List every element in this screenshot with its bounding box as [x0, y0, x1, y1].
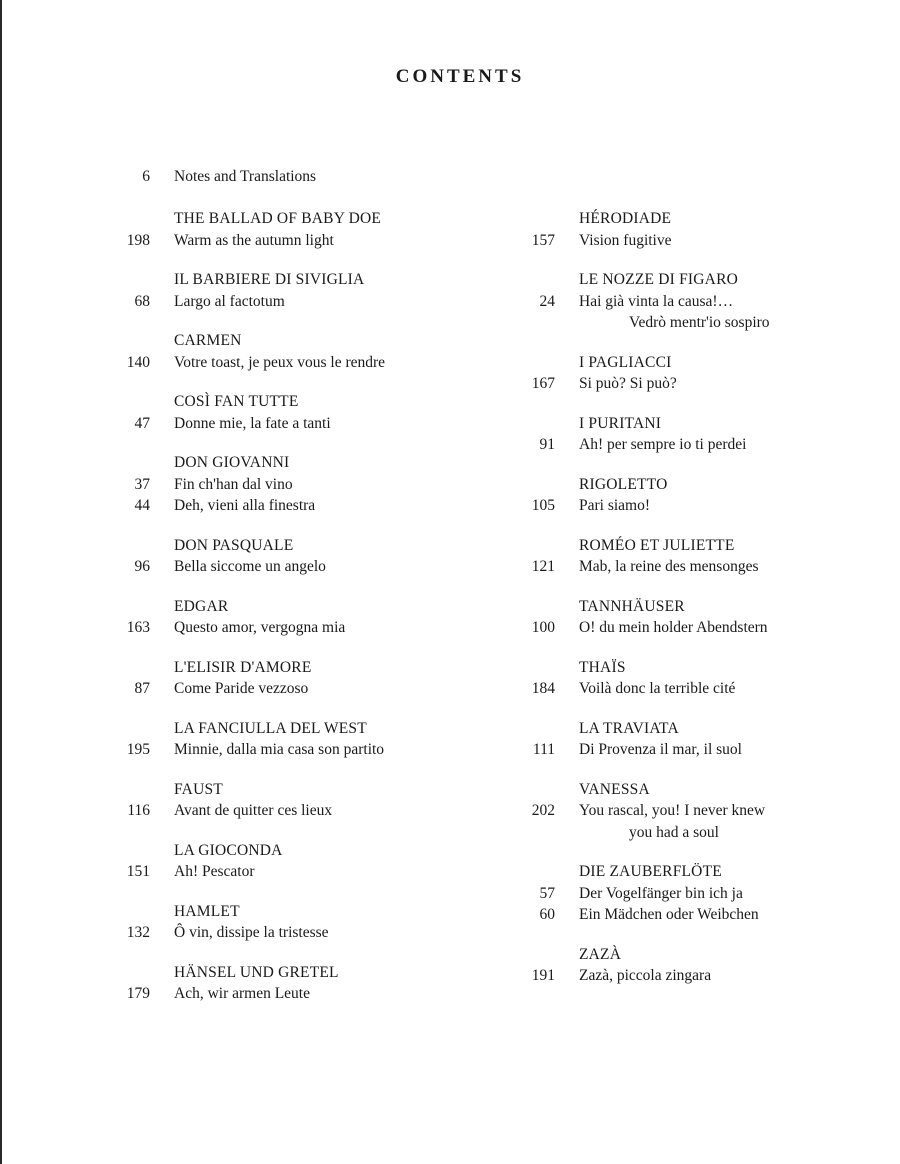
aria-title: Warm as the autumn light [174, 231, 334, 249]
opera-heading-row [495, 596, 770, 618]
opera-heading-row [90, 535, 385, 557]
opera-title: THE BALLAD OF BABY DOE [174, 210, 382, 227]
aria-title: You rascal, you! I never knew [579, 802, 766, 819]
spacer [90, 330, 174, 352]
page-edge [0, 0, 2, 1164]
aria-title: Bella siccome un angelo [174, 558, 326, 575]
opera-section [90, 535, 385, 578]
opera-heading-row [495, 779, 770, 801]
page-number: 151 [126, 863, 150, 880]
opera-section [90, 779, 385, 822]
page-number: 121 [531, 558, 555, 575]
spacer [495, 657, 579, 679]
opera-heading-row [90, 391, 385, 413]
opera-section [495, 352, 770, 395]
page-number: 167 [531, 375, 555, 392]
spacer [90, 535, 174, 557]
spacer [495, 861, 579, 883]
aria-title: Votre toast, je peux vous le rendre [174, 353, 386, 371]
aria-title: Fin ch'han dal vino [174, 475, 293, 493]
spacer [90, 596, 174, 618]
page-number: 198 [126, 231, 150, 249]
page-number: 179 [126, 985, 150, 1002]
aria-title: Questo amor, vergogna mia [174, 619, 346, 636]
opera-section [90, 657, 385, 700]
opera-heading-row [90, 840, 385, 862]
opera-section [90, 718, 385, 761]
entry-title: Notes and Translations [174, 168, 317, 185]
opera-title: I PAGLIACCI [579, 353, 672, 371]
opera-title: LA TRAVIATA [579, 719, 679, 737]
page-number: 60 [539, 906, 555, 923]
opera-title: I PURITANI [579, 414, 662, 432]
aria-title: Come Paride vezzoso [174, 680, 309, 697]
aria-title: Avant de quitter ces lieux [174, 802, 333, 819]
opera-heading-row [495, 944, 770, 966]
aria-title-continuation-row [495, 312, 770, 334]
page-number: 24 [539, 292, 555, 310]
opera-section [90, 962, 385, 1005]
page-number: 6 [142, 168, 150, 185]
opera-heading-row [495, 269, 770, 291]
opera-section [90, 391, 385, 434]
contents-right-column [495, 208, 770, 1005]
aria-title: Largo al factotum [174, 292, 285, 310]
opera-section [495, 944, 770, 987]
opera-title: L'ELISIR D'AMORE [174, 658, 312, 676]
opera-title: ROMÉO ET JULIETTE [579, 536, 735, 554]
aria-entry[interactable] [495, 373, 770, 395]
page-number: 202 [531, 802, 555, 819]
page-number: 140 [126, 353, 150, 371]
spacer [90, 962, 174, 984]
spacer [90, 840, 174, 862]
aria-entry[interactable] [90, 495, 385, 517]
aria-title: Pari siamo! [579, 497, 651, 514]
opera-section [90, 452, 385, 517]
aria-title-continuation: you had a soul [629, 823, 719, 841]
spacer [495, 352, 579, 374]
opera-title: LA GIOCONDA [174, 841, 283, 859]
opera-heading-row [90, 657, 385, 679]
aria-title-continuation: Vedrò mentr'io sospiro [629, 314, 770, 331]
aria-title: Vision fugitive [579, 231, 672, 249]
aria-entry[interactable] [495, 904, 770, 926]
opera-heading-row [90, 718, 385, 740]
page-number: 96 [134, 558, 150, 575]
aria-title: Deh, vieni alla finestra [174, 497, 316, 514]
spacer [495, 779, 579, 801]
opera-heading-row [90, 452, 385, 474]
opera-section [90, 840, 385, 883]
page-number: 132 [126, 924, 150, 941]
opera-heading-row [495, 208, 770, 230]
spacer [90, 452, 174, 474]
spacer [90, 208, 174, 230]
opera-section [495, 535, 770, 578]
opera-title: VANESSA [579, 780, 650, 798]
aria-title: Mab, la reine des mensonges [579, 558, 759, 575]
aria-title: Voilà donc la terrible cité [579, 680, 736, 697]
opera-title: COSÌ FAN TUTTE [174, 393, 299, 410]
aria-entry[interactable] [90, 230, 385, 252]
aria-title: Ô vin, dissipe la tristesse [174, 924, 329, 941]
aria-title: O! du mein holder Abendstern [579, 619, 768, 636]
aria-title: Ach, wir armen Leute [174, 985, 310, 1002]
aria-title: Donne mie, la fate a tanti [174, 414, 331, 432]
page-number: 111 [532, 741, 555, 758]
aria-entry[interactable] [495, 739, 770, 761]
aria-entry[interactable] [495, 495, 770, 517]
aria-entry[interactable] [495, 230, 770, 252]
opera-section [495, 861, 770, 926]
contents-left-column [90, 208, 385, 1023]
aria-entry[interactable] [90, 413, 385, 435]
opera-heading-row [495, 657, 770, 679]
opera-section [495, 269, 770, 334]
spacer [495, 535, 579, 557]
page-number: 68 [134, 292, 150, 310]
page-number: 100 [531, 619, 555, 636]
opera-section [90, 901, 385, 944]
opera-heading-row [495, 413, 770, 435]
page-number: 91 [539, 436, 555, 453]
opera-heading-row [90, 901, 385, 923]
opera-section [495, 474, 770, 517]
opera-title: HAMLET [174, 902, 240, 920]
aria-entry[interactable] [495, 434, 770, 456]
opera-heading-row [90, 779, 385, 801]
aria-entry[interactable] [90, 617, 385, 639]
aria-entry[interactable] [495, 291, 770, 313]
opera-title: HÉRODIADE [579, 210, 672, 227]
page-number: 105 [531, 497, 555, 514]
page-number: 116 [127, 802, 150, 819]
opera-title: LA FANCIULLA DEL WEST [174, 719, 367, 737]
page-number: 163 [126, 619, 150, 636]
aria-entry[interactable] [90, 739, 385, 761]
opera-heading-row [90, 596, 385, 618]
aria-entry[interactable] [495, 617, 770, 639]
opera-heading-row [495, 535, 770, 557]
spacer [495, 269, 579, 291]
page-number: 191 [531, 967, 555, 984]
spacer [495, 822, 579, 844]
opera-heading-row [495, 718, 770, 740]
opera-heading-row [495, 861, 770, 883]
spacer [90, 718, 174, 740]
opera-section [495, 208, 770, 251]
spacer [90, 269, 174, 291]
aria-entry[interactable] [90, 291, 385, 313]
page-number: 44 [134, 497, 150, 514]
opera-section [90, 208, 385, 251]
opera-heading-row [495, 474, 770, 496]
aria-entry[interactable] [90, 983, 385, 1005]
spacer [90, 391, 174, 413]
page-number: 87 [134, 680, 150, 697]
aria-title: Der Vogelfänger bin ich ja [579, 884, 743, 902]
spacer [90, 901, 174, 923]
opera-heading-row [90, 330, 385, 352]
spacer [495, 413, 579, 435]
aria-title: Ah! Pescator [174, 863, 255, 880]
opera-title: TANNHÄUSER [579, 597, 685, 615]
opera-section [90, 269, 385, 312]
aria-entry[interactable] [495, 678, 770, 700]
aria-title: Zazà, piccola zingara [579, 967, 712, 984]
opera-title: THAÏS [579, 658, 626, 676]
aria-entry[interactable] [90, 556, 385, 578]
aria-title: Minnie, dalla mia casa son partito [174, 741, 385, 758]
opera-title: CARMEN [174, 332, 242, 349]
opera-title: ZAZÀ [579, 945, 622, 963]
opera-title: IL BARBIERE DI SIVIGLIA [174, 271, 365, 288]
spacer [495, 312, 579, 334]
opera-heading-row [495, 352, 770, 374]
opera-section [495, 657, 770, 700]
opera-title: FAUST [174, 780, 223, 798]
aria-entry[interactable] [495, 556, 770, 578]
opera-title: DON GIOVANNI [174, 454, 290, 471]
aria-entry[interactable] [495, 883, 770, 905]
aria-entry[interactable] [495, 965, 770, 987]
page-number: 184 [531, 680, 555, 697]
opera-title: DON PASQUALE [174, 536, 294, 554]
aria-title-continuation-row [495, 822, 770, 844]
spacer [495, 596, 579, 618]
page-number: 47 [134, 414, 150, 432]
aria-entry[interactable] [495, 800, 770, 822]
page-number: 195 [126, 741, 150, 758]
opera-section [495, 596, 770, 639]
spacer [495, 944, 579, 966]
aria-title: Ah! per sempre io ti perdei [579, 436, 747, 453]
spacer [90, 779, 174, 801]
opera-heading-row [90, 208, 385, 230]
spacer [90, 657, 174, 679]
opera-section [90, 330, 385, 373]
opera-title: DIE ZAUBERFLÖTE [579, 863, 722, 880]
spacer [495, 208, 579, 230]
page-number: 37 [134, 475, 150, 493]
opera-title: EDGAR [174, 597, 229, 615]
page-title: CONTENTS [395, 66, 525, 87]
aria-entry[interactable] [90, 922, 385, 944]
opera-section [495, 718, 770, 761]
aria-entry[interactable] [90, 800, 385, 822]
opera-section [495, 779, 770, 844]
spacer [495, 718, 579, 740]
aria-title: Ein Mädchen oder Weibchen [579, 906, 759, 923]
aria-entry[interactable] [90, 861, 385, 883]
aria-entry[interactable] [90, 474, 385, 496]
aria-title: Hai già vinta la causa!… [579, 292, 734, 310]
page-number: 157 [531, 231, 555, 249]
aria-title: Di Provenza il mar, il suol [579, 741, 742, 758]
opera-section [495, 413, 770, 456]
opera-title: HÄNSEL UND GRETEL [174, 963, 339, 981]
notes-entry[interactable] [90, 166, 316, 188]
page-number: 57 [539, 884, 555, 902]
opera-heading-row [90, 962, 385, 984]
spacer [495, 474, 579, 496]
opera-section [90, 596, 385, 639]
opera-title: LE NOZZE DI FIGARO [579, 271, 739, 288]
aria-entry[interactable] [90, 352, 385, 374]
aria-title: Si può? Si può? [579, 375, 677, 392]
opera-title: RIGOLETTO [579, 475, 668, 493]
opera-heading-row [90, 269, 385, 291]
aria-entry[interactable] [90, 678, 385, 700]
